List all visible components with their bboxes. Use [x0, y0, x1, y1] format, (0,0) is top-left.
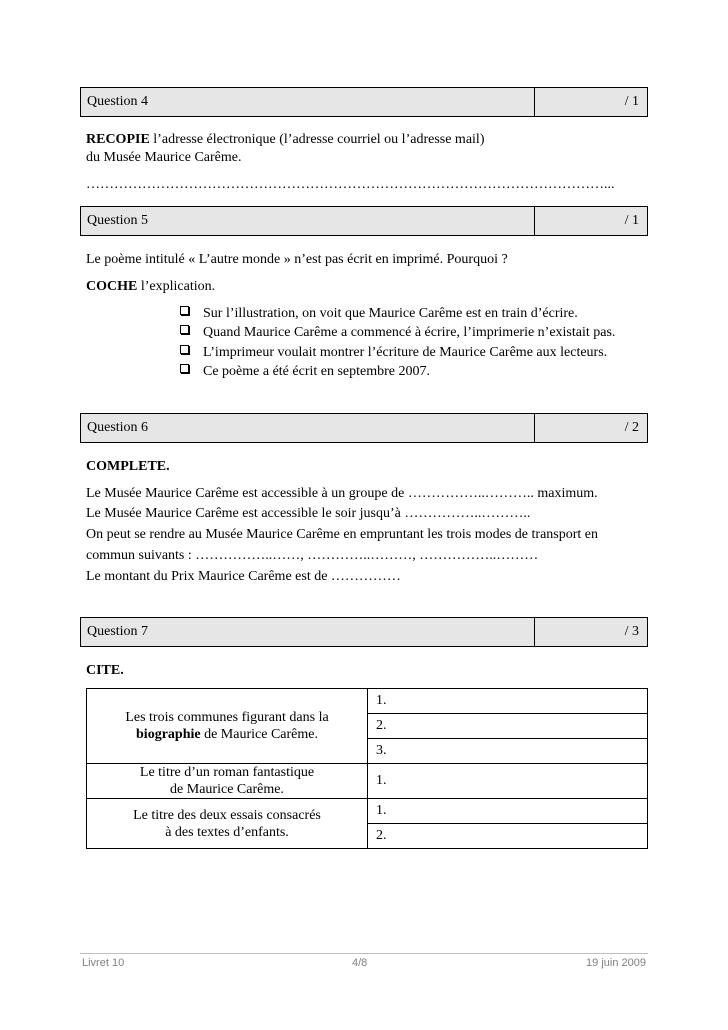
footer-left: Livret 10: [82, 957, 125, 969]
question-score: / 3: [624, 624, 639, 639]
table-row: [87, 764, 648, 799]
answer-cell[interactable]: 1.: [368, 689, 648, 714]
answer-cell[interactable]: 3.: [368, 739, 648, 764]
q5-option-3[interactable]: [180, 343, 607, 363]
label-text: de Maurice Carême.: [170, 782, 284, 797]
checkbox-icon[interactable]: [180, 306, 189, 315]
label-text: de Maurice Carême.: [200, 727, 318, 742]
option-label: L’imprimeur voulait montrer l’écriture de Maurice Carême aux lecteurs.: [203, 345, 608, 360]
q5-option-4[interactable]: [180, 362, 430, 382]
q6-line-4[interactable]: commun suivants : ……………..……, …………..………, ……………..………: [86, 548, 539, 563]
question-4-header: [80, 87, 648, 117]
question-score: / 1: [624, 213, 639, 228]
row-label: [87, 799, 368, 849]
question-5-header: [80, 206, 648, 236]
question-7-header: [80, 617, 648, 647]
answer-cell[interactable]: 1.: [368, 799, 648, 824]
q6-line-5[interactable]: Le montant du Prix Maurice Carême est de ……………: [86, 569, 401, 584]
answer-cell[interactable]: 2.: [368, 824, 648, 849]
footer-date: 19 juin 2009: [586, 957, 646, 969]
footer-divider: [80, 953, 648, 954]
row-label: [87, 764, 368, 799]
q5-option-1[interactable]: [180, 304, 578, 324]
label-text: Le titre d’un roman fantastique: [139, 765, 315, 780]
q6-verb: COMPLETE.: [86, 459, 170, 474]
q4-instruction: [86, 130, 484, 150]
q4-verb: RECOPIE: [86, 132, 150, 147]
table-row: [87, 799, 648, 824]
q4-line2: du Musée Maurice Carême.: [86, 150, 242, 165]
q6-line-1[interactable]: Le Musée Maurice Carême est accessible à un groupe de ……………..……….. maximum.: [86, 486, 598, 501]
question-title: Question 4: [81, 88, 535, 116]
q6-line-2[interactable]: Le Musée Maurice Carême est accessible le soir jusqu’à ……………..………..: [86, 506, 531, 521]
question-score: / 2: [624, 420, 639, 435]
q5-verb: COCHE: [86, 279, 138, 294]
question-6-header: [80, 413, 648, 443]
question-score: / 1: [624, 94, 639, 109]
q4-answer-line[interactable]: …………………………………………………………………………………………………...: [86, 177, 615, 192]
q5-option-2[interactable]: [180, 323, 615, 343]
table-row: [87, 689, 648, 714]
q7-verb: CITE.: [86, 663, 124, 678]
question-title: Question 6: [81, 414, 535, 442]
label-text: à des textes d’enfants.: [165, 824, 289, 840]
option-label: Sur l’illustration, on voit que Maurice Carême est en train d’écrire.: [203, 306, 578, 321]
footer-page-number: 4/8: [352, 957, 368, 969]
label-text: Le titre des deux essais consacrés: [133, 807, 321, 823]
answer-cell[interactable]: 2.: [368, 714, 648, 739]
q5-instruction-text: l’explication.: [137, 279, 216, 294]
question-title: Question 7: [81, 618, 535, 646]
cite-table: [86, 688, 648, 849]
answer-cell[interactable]: 1.: [368, 764, 648, 799]
option-label: Quand Maurice Carême a commencé à écrire, l’imprimerie n’existait pas.: [203, 325, 616, 340]
checkbox-icon[interactable]: [180, 325, 189, 334]
checkbox-icon[interactable]: [180, 345, 189, 354]
option-label: Ce poème a été écrit en septembre 2007.: [203, 364, 431, 379]
q5-question: Le poème intitulé « L’autre monde » n’est pas écrit en imprimé. Pourquoi ?: [86, 252, 508, 267]
question-title: Question 5: [81, 207, 535, 235]
row-label: [87, 689, 368, 764]
q6-line-3: On peut se rendre au Musée Maurice Carême en empruntant les trois modes de transport en: [86, 527, 598, 542]
q5-instruction: [86, 277, 215, 297]
label-bold: biographie: [136, 727, 201, 742]
checkbox-icon[interactable]: [180, 364, 189, 373]
q4-line1: l’adresse électronique (l’adresse courriel ou l’adresse mail): [149, 132, 485, 147]
label-text: Les trois communes figurant dans la: [125, 710, 329, 725]
